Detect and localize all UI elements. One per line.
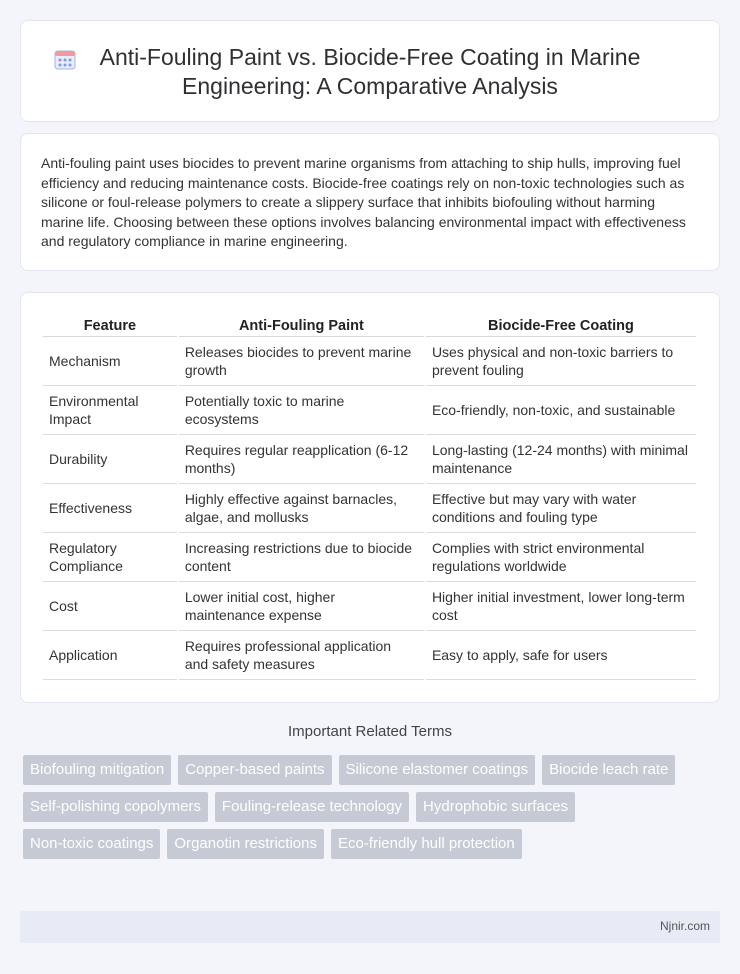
- header-anti-fouling: Anti-Fouling Paint: [179, 315, 424, 337]
- biocide-free-cell: Easy to apply, safe for users: [426, 631, 696, 680]
- anti-fouling-cell: Lower initial cost, higher maintenance expense: [179, 582, 424, 631]
- related-term-tag[interactable]: Copper-based paints: [178, 755, 331, 785]
- anti-fouling-cell: Highly effective against barnacles, algae, and mollusks: [179, 484, 424, 533]
- biocide-free-cell: Higher initial investment, lower long-term cost: [426, 582, 696, 631]
- feature-cell: Mechanism: [43, 337, 177, 386]
- feature-cell: Cost: [43, 582, 177, 631]
- biocide-free-cell: Long-lasting (12-24 months) with minimal maintenance: [426, 435, 696, 484]
- header-biocide-free: Biocide-Free Coating: [426, 315, 696, 337]
- comparison-table: [41, 315, 698, 680]
- footer-site-link[interactable]: Njnir.com: [659, 919, 710, 933]
- related-terms-list: [23, 755, 703, 859]
- table-row: [43, 435, 696, 484]
- biocide-free-cell: Uses physical and non-toxic barriers to prevent fouling: [426, 337, 696, 386]
- related-term-tag[interactable]: Biofouling mitigation: [23, 755, 171, 785]
- related-term-tag[interactable]: Non-toxic coatings: [23, 829, 160, 859]
- related-term-tag[interactable]: Biocide leach rate: [542, 755, 675, 785]
- anti-fouling-cell: Increasing restrictions due to biocide content: [179, 533, 424, 582]
- feature-cell: Application: [43, 631, 177, 680]
- feature-cell: Durability: [43, 435, 177, 484]
- feature-cell: Environmental Impact: [43, 386, 177, 435]
- page-title: Anti-Fouling Paint vs. Biocide-Free Coating in Marine Engineering: A Comparative Analysis: [99, 44, 641, 99]
- anti-fouling-cell: Requires regular reapplication (6-12 months): [179, 435, 424, 484]
- anti-fouling-cell: Potentially toxic to marine ecosystems: [179, 386, 424, 435]
- table-row: [43, 533, 696, 582]
- biocide-free-cell: Effective but may vary with water conditions and fouling type: [426, 484, 696, 533]
- table-row: [43, 484, 696, 533]
- related-term-tag[interactable]: Hydrophobic surfaces: [416, 792, 575, 822]
- table-row: [43, 337, 696, 386]
- biocide-free-cell: Eco-friendly, non-toxic, and sustainable: [426, 386, 696, 435]
- related-term-tag[interactable]: Organotin restrictions: [167, 829, 324, 859]
- title-card: [20, 20, 720, 122]
- anti-fouling-cell: Requires professional application and safety measures: [179, 631, 424, 680]
- table-row: [43, 582, 696, 631]
- table-header-row: [43, 315, 696, 337]
- comparison-table-card: [20, 292, 720, 703]
- related-terms-heading: Important Related Terms: [288, 723, 452, 740]
- related-term-tag[interactable]: Self-polishing copolymers: [23, 792, 208, 822]
- intro-paragraph: Anti-fouling paint uses biocides to prevent marine organisms from attaching to ship hulls, improving fuel efficiency and reducing maintenance costs. Biocide-free coatings rely on non-toxic technologies such as silicone or foul-release polymers to create a slippery surface that inhibits biofouling without harming marine life. Choosing between these options involves balancing environmental impact with effectiveness and regulatory compliance in marine engineering.: [41, 155, 686, 249]
- related-term-tag[interactable]: Silicone elastomer coatings: [339, 755, 536, 785]
- header-feature: Feature: [43, 315, 177, 337]
- intro-card: [20, 133, 720, 271]
- feature-cell: Effectiveness: [43, 484, 177, 533]
- biocide-free-cell: Complies with strict environmental regulations worldwide: [426, 533, 696, 582]
- feature-cell: Regulatory Compliance: [43, 533, 177, 582]
- related-term-tag[interactable]: Eco-friendly hull protection: [331, 829, 522, 859]
- anti-fouling-cell: Releases biocides to prevent marine growth: [179, 337, 424, 386]
- related-term-tag[interactable]: Fouling-release technology: [215, 792, 409, 822]
- footer-bar: [20, 911, 720, 943]
- table-row: [43, 631, 696, 680]
- table-row: [43, 386, 696, 435]
